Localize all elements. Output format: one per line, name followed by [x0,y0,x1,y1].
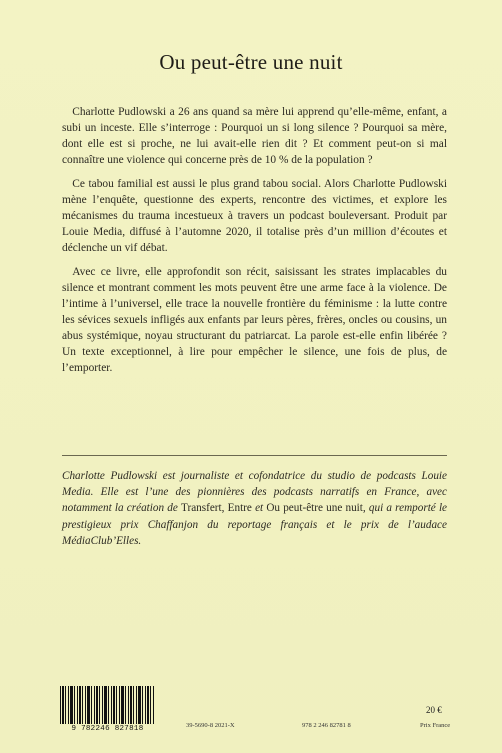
author-bio [62,468,447,549]
price-label: Prix France [420,722,451,729]
bio-text: Charlotte Pudlowski est journaliste et cofondatrice du studio de podcasts Louie Media. Elle est l’une des pionnières des podcasts narratifs en France, avec notamment la création de [62,470,447,515]
barcode-number: 9 782246 827818 [71,725,144,733]
divider [62,455,447,456]
blurb-paragraph: Charlotte Pudlowski a 26 ans quand sa mère lui apprend qu’elle-même, enfant, a subi un inceste. Elle s’interroge : Pourquoi un si long silence ? Pourquoi sa mère, dont elle est si proche, ne lui avait-elle rien dit ? Et comment peut-on si mal connaître une violence qui concerne près de 10 % de la population ? [62,106,447,166]
bio-text: , qui a remporté le prestigieux prix Chaffanjon du reportage français et le prix de l’audace MédiaClub’Elles. [62,502,448,547]
bio-work-title: Entre [227,502,252,515]
blurb-paragraph: Ce tabou familial est aussi le plus grand tabou social. Alors Charlotte Pudlowski mène l’enquête, questionne des experts, rencontre des victimes, et explore les mécanismes du trauma incestueux à travers un podcast bouleversant. Produit par Louie Media, diffusé à l’automne 2020, il totalise près d’un million d’écoutes et déclenche un vif débat. [62,178,447,254]
reference-code: 39-5690-8 2021-X [186,722,235,729]
blurb-text [62,104,447,384]
bio-work-title: Ou peut-être une nuit [266,502,363,515]
book-title: Ou peut-être une nuit [159,50,343,74]
bio-separator: , [221,502,228,515]
isbn-code: 978 2 246 82781 8 [302,722,351,729]
bio-separator: et [251,502,267,515]
barcode-bars [60,686,155,724]
blurb-paragraph: Avec ce livre, elle approfondit son récit, saisissant les strates implacables du silence et montrant comment les mots peuvent être une arme face à la violence. De l’intime à l’universel, elle trace la nouvelle frontière du féminisme : la lutte contre les sévices sexuels infligés aux enfants par leurs pères, frères, oncles ou cousins, un abus systémique, noyau structurant du patriarcat. La parole est-elle enfin libérée ? Un texte exceptionnel, à lire pour empêcher le silence, une fois de plus, de l’emporter. [62,266,447,374]
barcode [60,686,155,736]
price: 20 € [426,705,442,715]
bio-work-title: Transfert [181,502,222,515]
